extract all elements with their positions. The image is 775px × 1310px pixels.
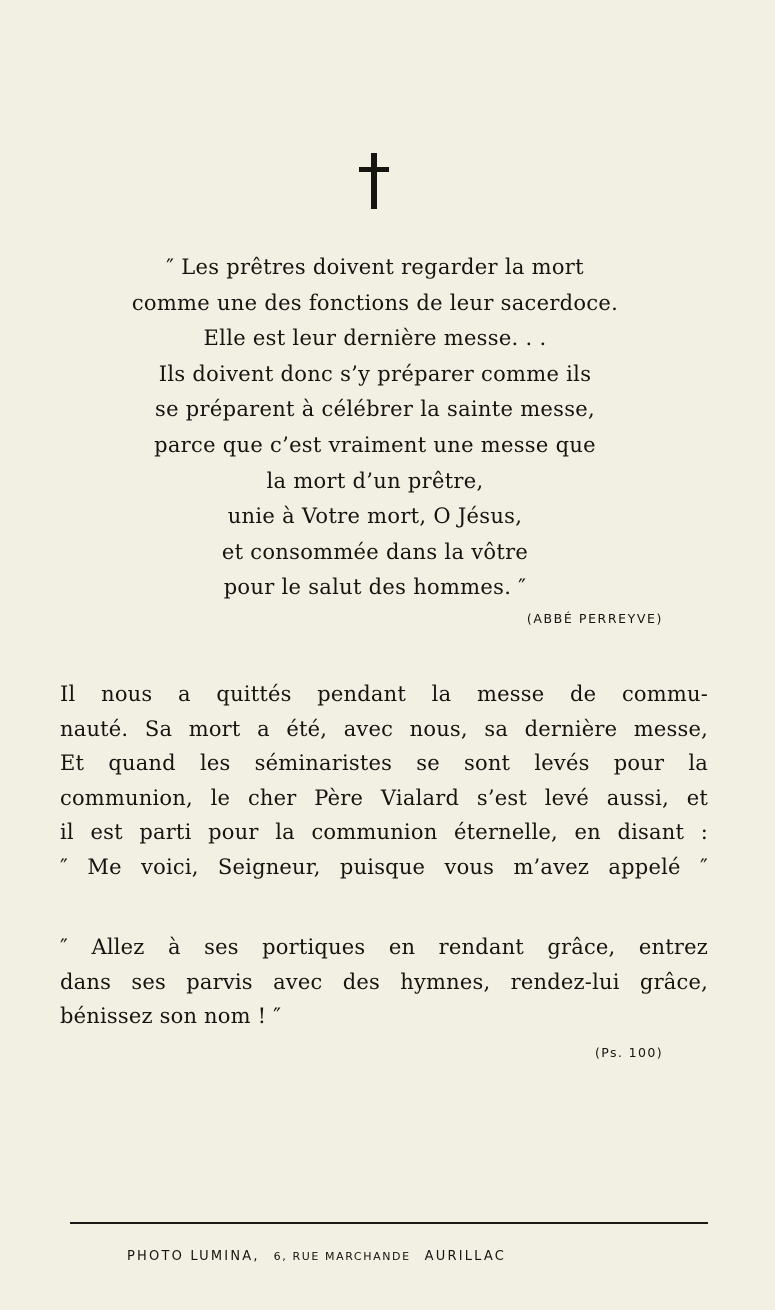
quote-line: ″ Les prêtres doivent regarder la mort <box>166 255 584 279</box>
quote-block <box>60 250 690 606</box>
paragraph-line: ″ Me voici, Seigneur, puisque vous m’avez appelé ″ <box>60 854 708 879</box>
paragraph-line: il est parti pour la communion éternelle, en disant : <box>60 820 708 845</box>
imprint-city: AURILLAC <box>424 1249 507 1264</box>
paragraph-line: nauté. Sa mort a été, avec nous, sa dernière messe, <box>60 716 708 741</box>
psalm-reference: (Ps. 100) <box>595 1045 663 1060</box>
psalm-paragraph <box>60 930 708 1034</box>
quote-attribution: (ABBÉ PERREYVE) <box>526 611 663 626</box>
quote-line: unie à Votre mort, O Jésus, <box>227 504 523 529</box>
printer-imprint <box>127 1249 506 1264</box>
cross-icon <box>353 153 395 209</box>
memorial-paragraph <box>60 677 708 885</box>
footer-divider <box>70 1222 708 1224</box>
quote-line: Elle est leur dernière messe. . . <box>203 326 547 351</box>
paragraph-line: communion, le cher Père Vialard s’est levé aussi, et <box>60 785 708 810</box>
quote-line: se préparent à célébrer la sainte messe, <box>155 397 595 422</box>
quote-line: parce que c’est vraiment une messe que <box>154 432 596 457</box>
paragraph-line: ″ Allez à ses portiques en rendant grâce, entrez <box>60 935 708 959</box>
paragraph-line: dans ses parvis avec des hymnes, rendez-lui grâce, <box>60 969 708 994</box>
imprint-studio: PHOTO LUMINA, <box>127 1249 260 1264</box>
paragraph-line: Il nous a quittés pendant la messe de commu- <box>60 682 708 706</box>
imprint-street: 6, RUE MARCHANDE <box>273 1250 411 1263</box>
quote-line: pour le salut des hommes. ″ <box>223 575 527 600</box>
paragraph-line: bénissez son nom ! ″ <box>60 1004 282 1029</box>
quote-line: comme une des fonctions de leur sacerdoce. <box>131 290 619 315</box>
quote-line: la mort d’un prêtre, <box>266 468 484 493</box>
quote-line: Ils doivent donc s’y préparer comme ils <box>158 361 592 386</box>
quote-line: et consommée dans la vôtre <box>221 539 529 564</box>
paragraph-line: Et quand les séminaristes se sont levés pour la <box>60 751 708 776</box>
